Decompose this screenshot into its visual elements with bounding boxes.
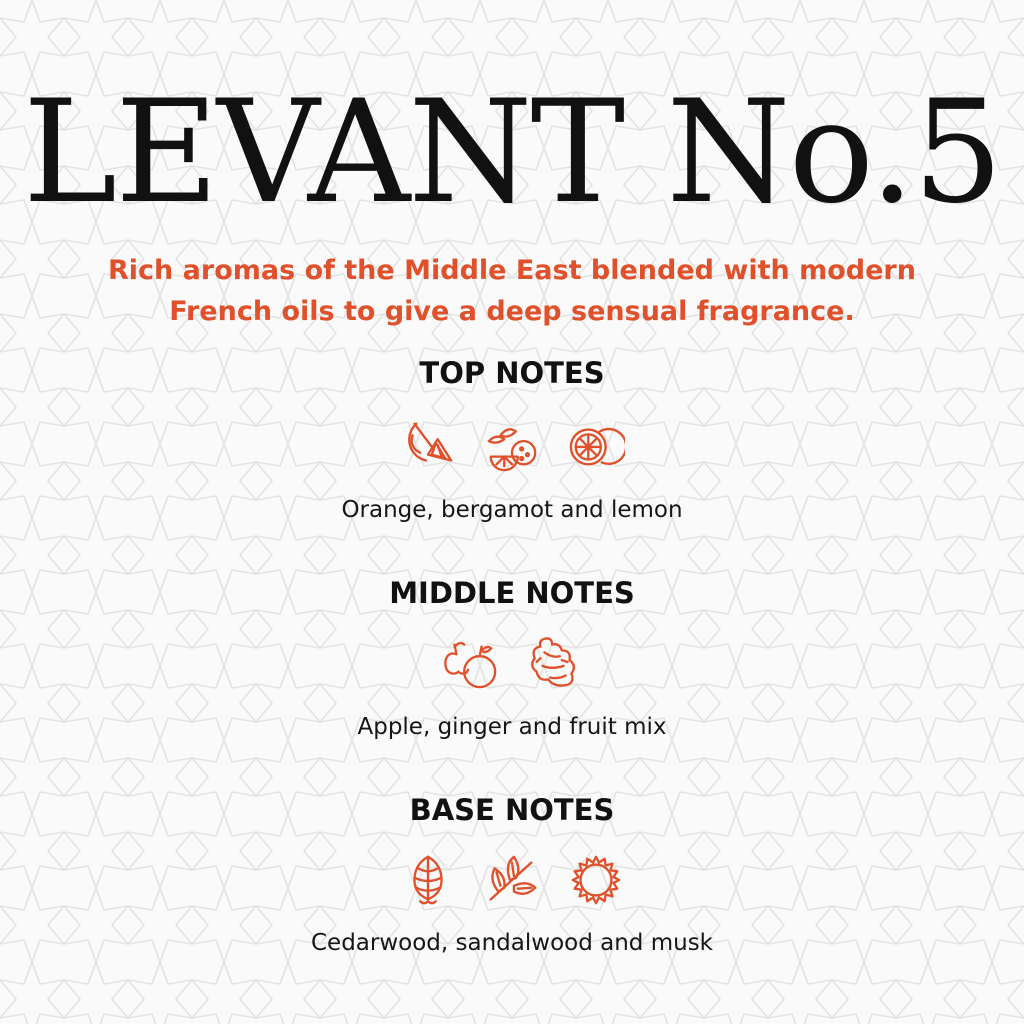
middle-notes-description: Apple, ginger and fruit mix <box>357 714 667 740</box>
page-title: LEVANT No.5 <box>22 70 1002 235</box>
bergamot-icon <box>483 416 541 474</box>
lemon-icon <box>567 416 625 474</box>
top-notes-description: Orange, bergamot and lemon <box>341 497 683 523</box>
top-notes-icons <box>0 413 1024 477</box>
base-notes-heading: BASE NOTES <box>409 793 615 827</box>
middle-notes-icons <box>0 630 1024 694</box>
orange-slice-icon <box>399 416 457 474</box>
tagline <box>40 250 984 332</box>
top-notes-heading: TOP NOTES <box>419 356 605 390</box>
cedar-cone-icon <box>399 851 457 909</box>
middle-notes-heading: MIDDLE NOTES <box>389 576 635 610</box>
tagline-line-2: French oils to give a deep sensual fragrance. <box>169 296 855 327</box>
ginger-root-icon <box>525 633 583 691</box>
sandalwood-leaves-icon <box>483 851 541 909</box>
tagline-line-1: Rich aromas of the Middle East blended with modern <box>108 255 916 286</box>
musk-icon <box>567 851 625 909</box>
base-notes-description: Cedarwood, sandalwood and musk <box>310 930 713 956</box>
base-notes-icons <box>0 848 1024 912</box>
apple-orange-icon <box>441 633 499 691</box>
